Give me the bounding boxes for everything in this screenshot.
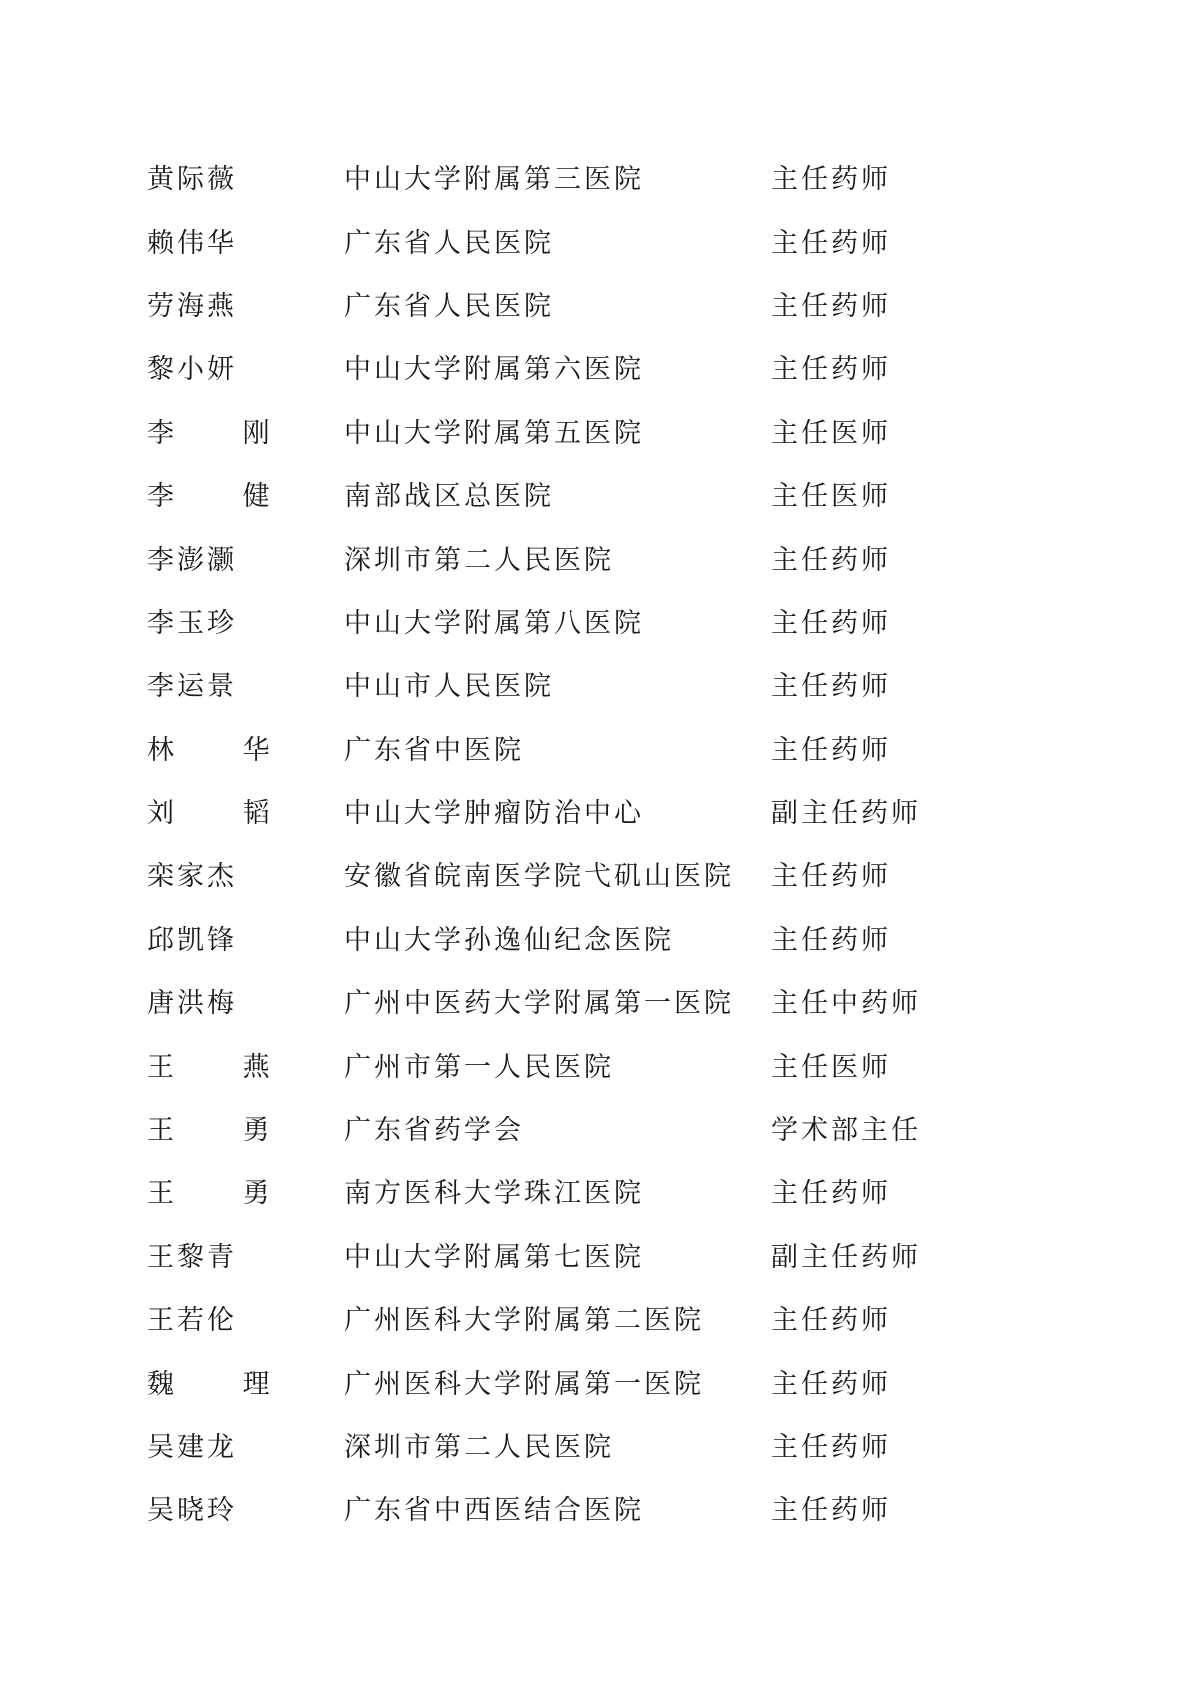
member-list [147, 145, 1047, 1540]
member-organization: 深圳市第二人民医院 [344, 1432, 614, 1463]
list-item [147, 399, 1047, 462]
member-organization: 中山大学附属第七医院 [344, 1241, 644, 1273]
member-organization: 中山大学肿瘤防治中心 [344, 798, 644, 830]
member-title: 主任医师 [771, 1051, 891, 1083]
member-name: 栾家杰 [147, 861, 237, 893]
member-organization: 广东省人民医院 [344, 290, 554, 322]
list-item [147, 145, 1047, 208]
member-name: 劳海燕 [147, 290, 237, 322]
member-name: 黄际薇 [147, 164, 237, 196]
member-title: 主任药师 [771, 544, 891, 576]
member-title: 主任药师 [771, 227, 891, 259]
list-item [147, 589, 1047, 652]
member-title: 学术部主任 [771, 1115, 921, 1147]
member-name: 魏 理 [147, 1368, 300, 1400]
member-organization: 中山大学孙逸仙纪念医院 [344, 924, 674, 956]
member-organization: 深圳市第二人民医院 [344, 544, 614, 576]
member-organization: 中山大学附属第八医院 [344, 607, 644, 639]
member-name: 吴建龙 [147, 1432, 237, 1463]
list-item [147, 969, 1047, 1032]
member-title: 主任药师 [771, 1432, 891, 1463]
member-name: 李玉珍 [147, 607, 237, 639]
member-name: 王 勇 [147, 1115, 300, 1147]
member-name: 李澎灏 [147, 544, 237, 576]
member-title: 主任药师 [771, 1178, 891, 1210]
list-item [147, 1032, 1047, 1095]
member-title: 主任医师 [771, 481, 891, 513]
member-organization: 广州医科大学附属第二医院 [344, 1305, 704, 1337]
member-organization: 安徽省皖南医学院弋矶山医院 [344, 861, 734, 893]
member-organization: 广东省药学会 [344, 1115, 524, 1147]
member-title: 主任药师 [771, 607, 891, 639]
list-item [147, 1159, 1047, 1222]
member-name: 李 刚 [147, 417, 300, 449]
member-name: 赖伟华 [147, 227, 237, 259]
member-name: 邱凯锋 [147, 924, 237, 956]
list-item [147, 1223, 1047, 1286]
member-organization: 中山市人民医院 [344, 671, 554, 703]
member-organization: 南部战区总医院 [344, 481, 554, 513]
list-item [147, 716, 1047, 779]
list-item [147, 335, 1047, 398]
member-organization: 广州中医药大学附属第一医院 [344, 988, 734, 1020]
member-organization: 中山大学附属第三医院 [344, 164, 644, 196]
member-name: 王若伦 [147, 1305, 237, 1337]
member-title: 主任药师 [771, 671, 891, 703]
member-name: 李运景 [147, 671, 237, 703]
list-item [147, 652, 1047, 715]
member-title: 副主任药师 [771, 798, 921, 830]
list-item [147, 1096, 1047, 1159]
member-name: 王 勇 [147, 1178, 300, 1210]
member-name: 黎小妍 [147, 354, 237, 386]
member-title: 主任药师 [771, 1305, 891, 1337]
member-organization: 广州市第一人民医院 [344, 1051, 614, 1083]
member-organization: 中山大学附属第六医院 [344, 354, 644, 386]
member-title: 主任药师 [771, 290, 891, 322]
member-name: 李 健 [147, 481, 300, 513]
member-organization: 中山大学附属第五医院 [344, 417, 644, 449]
list-item [147, 779, 1047, 842]
member-name: 王黎青 [147, 1241, 237, 1273]
member-organization: 广东省中西医结合医院 [344, 1495, 644, 1527]
member-title: 主任药师 [771, 924, 891, 956]
member-title: 副主任药师 [771, 1241, 921, 1273]
member-title: 主任医师 [771, 417, 891, 449]
member-title: 主任药师 [771, 861, 891, 893]
list-item [147, 462, 1047, 525]
member-organization: 广东省人民医院 [344, 227, 554, 259]
list-item [147, 906, 1047, 969]
list-item [147, 1286, 1047, 1349]
member-title: 主任药师 [771, 1495, 891, 1527]
list-item [147, 1476, 1047, 1539]
member-name: 林 华 [147, 734, 300, 766]
member-name: 刘 韬 [147, 798, 300, 830]
list-item [147, 272, 1047, 335]
member-organization: 广东省中医院 [344, 734, 524, 766]
member-title: 主任中药师 [771, 988, 921, 1020]
list-item [147, 842, 1047, 905]
list-item [147, 1349, 1047, 1412]
member-name: 王 燕 [147, 1051, 300, 1083]
list-item [147, 208, 1047, 271]
member-title: 主任药师 [771, 164, 891, 196]
member-name: 唐洪梅 [147, 988, 237, 1020]
member-title: 主任药师 [771, 734, 891, 766]
list-item [147, 525, 1047, 588]
member-organization: 广州医科大学附属第一医院 [344, 1368, 704, 1400]
member-title: 主任药师 [771, 354, 891, 386]
list-item [147, 1413, 1047, 1476]
member-organization: 南方医科大学珠江医院 [344, 1178, 644, 1210]
member-title: 主任药师 [771, 1368, 891, 1400]
member-name: 吴晓玲 [147, 1495, 237, 1527]
